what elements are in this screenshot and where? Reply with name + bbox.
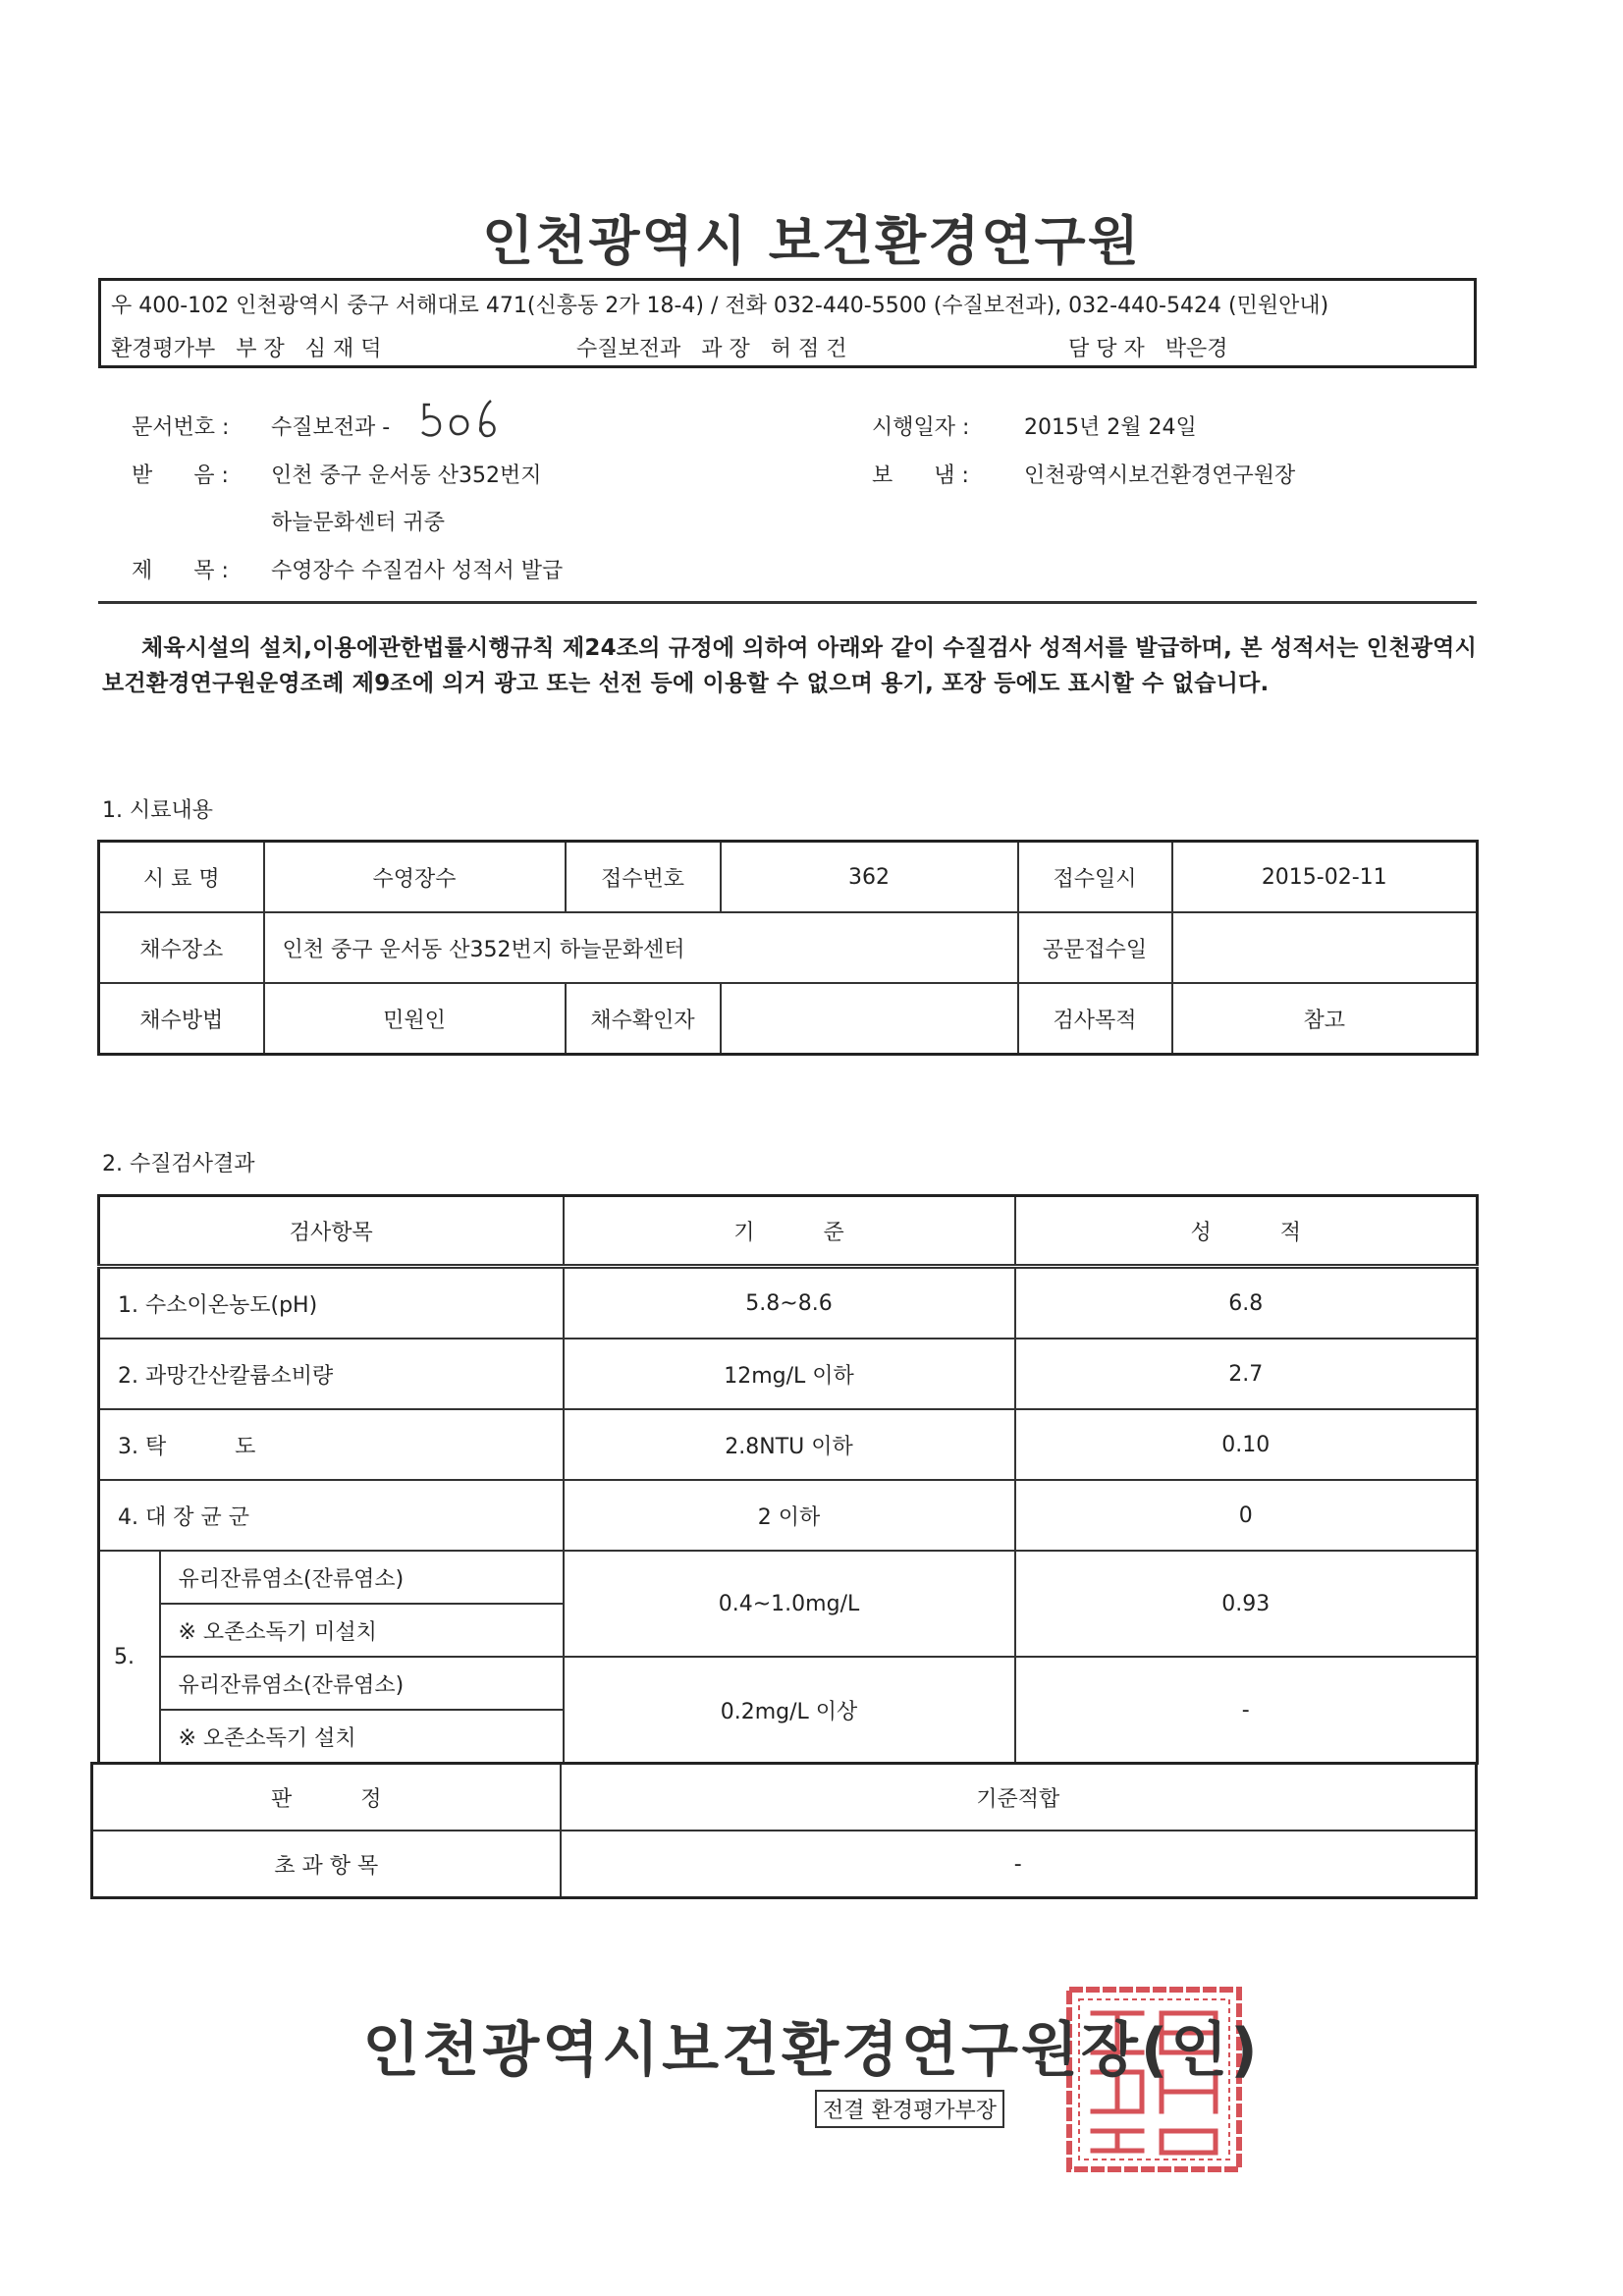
item-name: 3. 탁 도 xyxy=(99,1409,564,1480)
sender-value: 인천광역시보건환경연구원장 xyxy=(1024,464,1296,488)
cell-value xyxy=(721,983,1018,1055)
table-header-row xyxy=(99,1196,1478,1267)
table-row xyxy=(92,1764,1477,1831)
cell-value: 수영장수 xyxy=(264,842,566,913)
cell-label: 시 료 명 xyxy=(99,842,264,913)
subject-value: 수영장수 수질검사 성적서 발급 xyxy=(271,559,564,583)
header-standard: 기 준 xyxy=(564,1196,1015,1267)
table-row xyxy=(99,1267,1478,1339)
official-dept: 환경평가부 xyxy=(111,337,216,361)
date-value: 2015년 2월 24일 xyxy=(1024,415,1197,440)
item5-number: 5. xyxy=(99,1551,160,1764)
notice-paragraph: 체육시설의 설치,이용에관한법률시행규칙 제24조의 규정에 의하여 아래와 같이 수질검사 성적서를 발급하며, 본 성적서는 인천광역시보건환경연구원운영조례 제9조에 의거 광고 또는 선전 등에 이용할 수 없으며 용기, 포장 등에도 표시할 수 없습니다. xyxy=(102,635,1477,696)
cell-value xyxy=(1172,912,1478,983)
item5a-standard: 0.4~1.0mg/L xyxy=(564,1551,1015,1657)
date-label: 시행일자 : xyxy=(872,415,970,440)
item5a-note: ※ 오존소독기 미설치 xyxy=(160,1604,564,1657)
header-box xyxy=(98,278,1477,368)
table-row xyxy=(92,1831,1477,1898)
item-standard: 5.8~8.6 xyxy=(564,1267,1015,1339)
test-results-table xyxy=(97,1194,1479,1765)
cell-value: 민원인 xyxy=(264,983,566,1055)
section2-heading: 2. 수질검사결과 xyxy=(102,1152,255,1176)
official-role: 과 장 xyxy=(701,337,750,361)
cell-label: 채수방법 xyxy=(99,983,264,1055)
cell-value: 인천 중구 운서동 산352번지 하늘문화센터 xyxy=(264,912,1018,983)
cell-label: 공문접수일 xyxy=(1018,912,1172,983)
issuer-title: 인천광역시보건환경연구원장(인) xyxy=(362,2016,1261,2085)
table-row xyxy=(99,1551,1478,1604)
recipient-value: 인천 중구 운서동 산352번지 xyxy=(271,464,542,488)
item-name: 4. 대 장 균 군 xyxy=(99,1480,564,1551)
cell-value: 참고 xyxy=(1172,983,1478,1055)
approval-note: 전결 환경평가부장 xyxy=(815,2090,1004,2128)
cell-value: 362 xyxy=(721,842,1018,913)
table-row xyxy=(99,1480,1478,1551)
cell-label: 검사목적 xyxy=(1018,983,1172,1055)
item-result: 2.7 xyxy=(1015,1339,1478,1409)
item5a-name: 유리잔류염소(잔류염소) xyxy=(160,1551,564,1604)
doc-no-label: 문서번호 : xyxy=(132,415,230,440)
item5b-note: ※ 오존소독기 설치 xyxy=(160,1710,564,1764)
judgement-label: 판 정 xyxy=(92,1764,561,1831)
judgement-value: 기준적합 xyxy=(561,1764,1477,1831)
official-name: 박은경 xyxy=(1164,337,1228,361)
item-standard: 2.8NTU 이하 xyxy=(564,1409,1015,1480)
cell-label: 채수확인자 xyxy=(566,983,721,1055)
table-row xyxy=(99,983,1478,1055)
exceed-value: - xyxy=(561,1831,1477,1898)
cell-label: 접수번호 xyxy=(566,842,721,913)
doc-no-value: 수질보전과 - xyxy=(271,415,391,440)
recipient-label: 받 음 : xyxy=(132,464,229,488)
item5a-result: 0.93 xyxy=(1015,1551,1478,1657)
cell-label: 접수일시 xyxy=(1018,842,1172,913)
item-name: 1. 수소이온농도(pH) xyxy=(99,1267,564,1339)
official-handler xyxy=(1068,332,1228,362)
section1-heading: 1. 시료내용 xyxy=(102,798,213,823)
official-role: 부 장 xyxy=(236,337,285,361)
cell-value: 2015-02-11 xyxy=(1172,842,1478,913)
header-item: 검사항목 xyxy=(99,1196,564,1267)
item5b-result: - xyxy=(1015,1657,1478,1764)
official-dept: 수질보전과 xyxy=(576,337,681,361)
exceed-label: 초 과 항 목 xyxy=(92,1831,561,1898)
header-result: 성 적 xyxy=(1015,1196,1478,1267)
table-row xyxy=(99,1657,1478,1710)
subject-label: 제 목 : xyxy=(132,559,229,583)
item-result: 0.10 xyxy=(1015,1409,1478,1480)
recipient-value-2: 하늘문화센터 귀중 xyxy=(271,511,446,535)
divider xyxy=(98,601,1477,604)
item-standard: 12mg/L 이하 xyxy=(564,1339,1015,1409)
sender-label: 보 냄 : xyxy=(872,464,969,488)
page-title: 인천광역시 보건환경연구원 xyxy=(482,210,1141,272)
address-line: 우 400-102 인천광역시 중구 서해대로 471(신흥동 2가 18-4) / 전화 032-440-5500 (수질보전과), 032-440-5424 (민원안내) xyxy=(111,294,1329,318)
item5b-standard: 0.2mg/L 이상 xyxy=(564,1657,1015,1764)
table-row xyxy=(99,912,1478,983)
table-row xyxy=(99,1339,1478,1409)
judgement-table xyxy=(90,1762,1478,1899)
official-section-head xyxy=(576,332,846,362)
table-row xyxy=(99,842,1478,913)
official-role: 담 당 자 xyxy=(1068,337,1145,361)
handwritten-doc-number xyxy=(420,397,499,442)
table-row xyxy=(99,1409,1478,1480)
item5b-name: 유리잔류염소(잔류염소) xyxy=(160,1657,564,1710)
official-name: 심 재 덕 xyxy=(304,337,382,361)
item-result: 6.8 xyxy=(1015,1267,1478,1339)
cell-label: 채수장소 xyxy=(99,912,264,983)
item-name: 2. 과망간산칼륨소비량 xyxy=(99,1339,564,1409)
official-dept-head xyxy=(111,332,381,362)
item-standard: 2 이하 xyxy=(564,1480,1015,1551)
item-result: 0 xyxy=(1015,1480,1478,1551)
sample-info-table xyxy=(97,840,1479,1056)
official-name: 허 점 건 xyxy=(770,337,847,361)
